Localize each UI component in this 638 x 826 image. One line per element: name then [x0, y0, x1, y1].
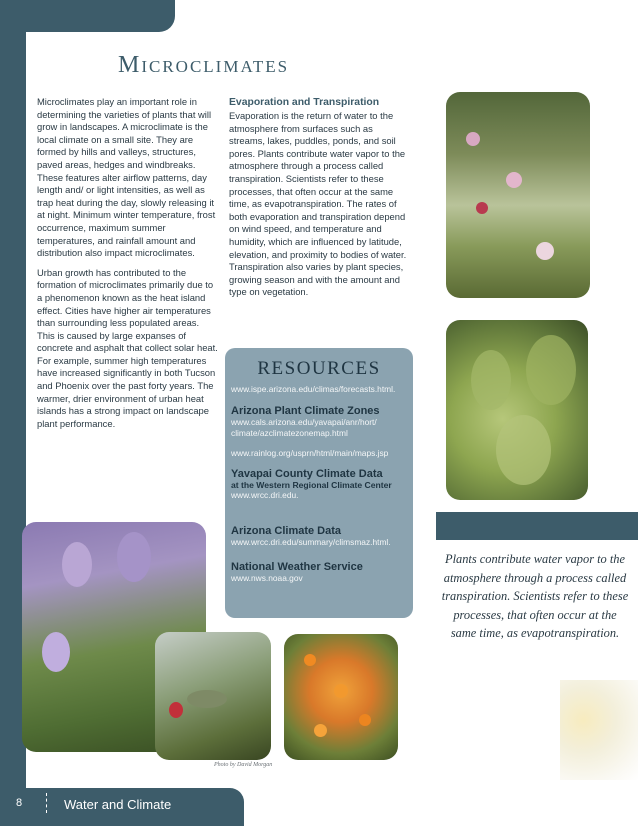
resource-url[interactable]: www.wrcc.dri.edu/summary/climsmaz.html. — [231, 537, 391, 547]
hollyhock-photo — [446, 92, 590, 298]
resource-arizona-climate — [231, 525, 411, 548]
resource-url[interactable]: www.rainlog.org/usprn/html/main/maps.jsp — [231, 448, 389, 458]
resource-heading: National Weather Service — [231, 561, 363, 573]
page-number: 8 — [16, 797, 23, 809]
cactus-photo — [446, 320, 588, 500]
resource-link-3[interactable] — [231, 448, 411, 459]
page-title: Microclimates — [118, 52, 290, 78]
intro-paragraph: Microclimates play an important role in determining the varieties of plants that will grow in landscapes. A microclimate is the local climate on a small site. They are formed by hills and valleys, structures, paved areas, hedges and windbreaks. These features alter airflow patterns, day length and/ or light intensities, as well as trap heat during the day, slowly releasing it at night. Minimum winter temperature, frost occurrence, maximum summer temperatures, and rainfall amount and distribution also impact microclimates. — [37, 96, 216, 259]
evaporation-paragraph: Evaporation is the return of water to the atmosphere from surfaces such as streams, lakes, puddles, ponds, and soil pores. Plants contribute water vapor to the atmosphere through a process called transpiration. Scientists refer to these processes, that often occur at the same time, as evapotranspiration. The rates of both evaporation and transpiration depend on wind speed, and temperature and humidity, which are influenced by latitude, elevation, and proximity to bodies of water. Transpiration also varies by plant species, growing season and with the amount and type on vegetation. — [229, 110, 407, 298]
resource-subheading: at the Western Regional Climate Center — [231, 480, 392, 490]
resource-url[interactable]: www.wrcc.dri.edu. — [231, 490, 299, 500]
pyracantha-photo — [284, 634, 398, 760]
resources-box — [225, 348, 413, 618]
urban-growth-paragraph: Urban growth has contributed to the formation of microclimates primarily due to a phenomenon known as the heat island effect. Cities have higher air temperatures than surrounding less populated areas. This is caused by large expanses of concrete and asphalt that collect solar heat. For example, summer high temperatures have increased significantly in both Tucson and Phoenix over the past forty years. The warmer, drier environment of urban heat islands has a strong impact on landscape plant performance. — [37, 266, 218, 429]
resource-url[interactable]: www.cals.arizona.edu/yavapai/anr/hort/ — [231, 417, 377, 427]
sunflower-watermark — [560, 680, 638, 780]
resource-yavapai — [231, 468, 411, 501]
left-column — [37, 96, 219, 437]
resource-nws — [231, 561, 411, 584]
resource-arizona-plant-zones — [231, 405, 411, 439]
pull-quote: Plants contribute water vapor to the atmosphere through a process called transpiration. Scientists refer to these processes, that often occur at the same time, as evapotranspiration. — [441, 552, 629, 640]
middle-column — [229, 96, 407, 299]
footer-section-title: Water and Climate — [64, 797, 172, 812]
resource-url-1[interactable]: www.ispe.arizona.edu/climas/forecasts.html. — [231, 384, 396, 394]
resource-heading: Yavapai County Climate Data — [231, 468, 383, 480]
resource-url[interactable]: climate/azclimatezonemap.html — [231, 428, 348, 438]
resources-title: RESOURCES — [257, 358, 381, 379]
resource-heading: Arizona Climate Data — [231, 525, 342, 537]
resource-link-1[interactable] — [231, 384, 411, 395]
top-header-band — [0, 0, 175, 32]
photo-credit: Photo by David Morgan — [214, 762, 273, 768]
section-heading: Evaporation and Transpiration — [229, 97, 380, 108]
footer-separator — [46, 793, 48, 813]
quote-header-bar — [436, 512, 638, 540]
resource-heading: Arizona Plant Climate Zones — [231, 405, 380, 417]
page-corner — [26, 32, 66, 72]
resource-url[interactable]: www.nws.noaa.gov — [231, 573, 303, 583]
hummingbird-photo — [155, 632, 271, 760]
